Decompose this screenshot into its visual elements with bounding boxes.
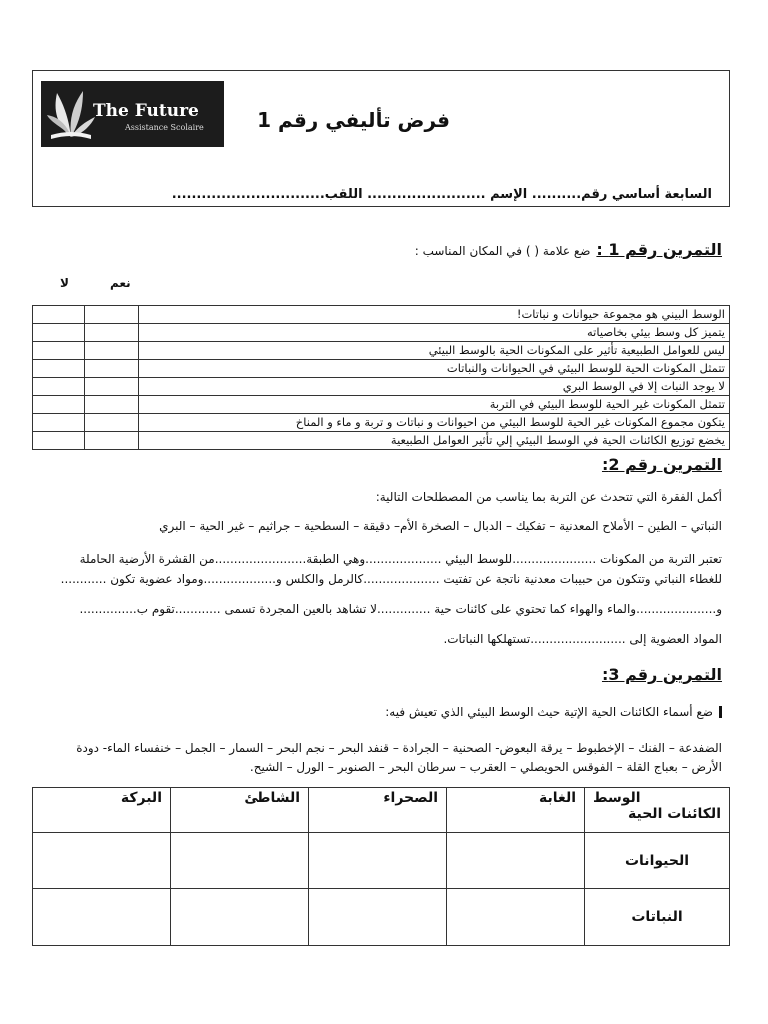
true-false-table (32, 305, 730, 450)
exercise-3-title: التمرين رقم 3: (601, 665, 722, 684)
no-cell[interactable] (33, 342, 85, 360)
paragraph-line: للغطاء النباتي وتتكون من حبيبات معدنية ناتجة عن تفتيت ....................كالرمل والكلس و...................ومواد عضوية تكون ............ (60, 572, 722, 586)
book-leaf-icon (47, 87, 95, 141)
statement: تتمثل المكونات غير الحية للوسط البيئي في التربة (139, 396, 730, 414)
no-cell[interactable] (33, 432, 85, 450)
column-header: الغابة (447, 788, 585, 833)
corner-bottom-label: الكائنات الحية (628, 806, 721, 822)
table-row (33, 396, 730, 414)
logo-name: The Future (93, 101, 199, 121)
row-label: النباتات (585, 889, 730, 946)
word-bank: النباتي – الطين – الأملاح المعدنية – تفكيك – الدبال – الصخرة الأم– دقيقة – السطحية – جراثيم – غير الحية – البري (159, 519, 722, 533)
exercise-1-title: التمرين رقم 1 : (596, 240, 722, 259)
column-header: الشاطئ (171, 788, 309, 833)
yes-cell[interactable] (85, 378, 139, 396)
organisms-list-line: الأرض – بعباج القلة – الفوقس الحويصلي – العقرب – سرطان البحر – الصنوبر – الورل – الشيح. (249, 760, 722, 774)
table-row (33, 414, 730, 432)
exercise-2-title: التمرين رقم 2: (601, 455, 722, 474)
answer-cell[interactable] (171, 833, 309, 889)
no-cell[interactable] (33, 324, 85, 342)
exercise-1-heading (415, 240, 722, 259)
statement: لا يوجد النبات إلا في الوسط البري (139, 378, 730, 396)
answer-cell[interactable] (309, 889, 447, 946)
logo-subtitle: Assistance Scolaire (125, 123, 204, 132)
no-cell[interactable] (33, 414, 85, 432)
yes-cell[interactable] (85, 396, 139, 414)
statement: تتمثل المكونات الحية للوسط البيئي في الحيوانات والنباتات (139, 360, 730, 378)
student-info-line: السابعة أساسي رقم.......... الإسم ........................ اللقب............................... (171, 187, 712, 202)
paragraph-line: و.....................والماء والهواء كما تحتوي على كائنات حية ..............لا تشاهد بالعين المجردة تسمى ............تقوم ب............... (79, 602, 722, 616)
corner-top-label: الوسط (593, 790, 641, 806)
no-cell[interactable] (33, 396, 85, 414)
answer-cell[interactable] (447, 889, 585, 946)
table-header-row (33, 788, 730, 833)
table-row (33, 306, 730, 324)
answer-cell[interactable] (33, 889, 171, 946)
organisms-list-line: الضفدعة – الفنك – الإخطبوط – يرقة البعوض- الصحنية – الجرادة – قنفد البحر – نجم البحر – السمار – الجمل – خنفساء الماء- دودة (76, 741, 722, 755)
habitat-table (32, 787, 730, 946)
column-header: البركة (33, 788, 171, 833)
answer-cell[interactable] (171, 889, 309, 946)
exercise-3-instruction-row (385, 705, 722, 719)
statement: يتكون مجموع المكونات غير الحية للوسط البيئي من احيوانات و نباتات و تربة و ماء و المناخ (139, 414, 730, 432)
paragraph-line: تعتبر التربة من المكونات ......................للوسط البيئي ....................وهي الطبقة........................من القشرة الأرضية الحاملة (79, 552, 722, 566)
table-row (33, 432, 730, 450)
statement: يخضع توزيع الكائنات الحية في الوسط البيئي إلي تأثير العوامل الطبيعية (139, 432, 730, 450)
no-cell[interactable] (33, 360, 85, 378)
answer-cell[interactable] (33, 833, 171, 889)
table-row (33, 833, 730, 889)
column-header: الصحراء (309, 788, 447, 833)
table-row (33, 378, 730, 396)
yes-cell[interactable] (85, 324, 139, 342)
bullet-bar-icon (719, 706, 722, 718)
column-no-label: لا (60, 276, 69, 290)
table-row (33, 324, 730, 342)
yes-cell[interactable] (85, 306, 139, 324)
table-row (33, 360, 730, 378)
answer-cell[interactable] (447, 833, 585, 889)
corner-header (585, 788, 730, 833)
table-row (33, 889, 730, 946)
yes-cell[interactable] (85, 414, 139, 432)
exercise-3-instruction: ضع أسماء الكائنات الحية الإتية حيث الوسط البيئي الذي تعيش فيه: (385, 705, 713, 719)
table-row (33, 342, 730, 360)
statement: يتميز كل وسط بيئي بخاصياته (139, 324, 730, 342)
no-cell[interactable] (33, 306, 85, 324)
page-title: فرض تأليفي رقم 1 (257, 108, 450, 132)
exercise-2-instruction: أكمل الفقرة التي تتحدث عن التربة بما يناسب من المصطلحات التالية: (375, 490, 722, 504)
answer-cell[interactable] (309, 833, 447, 889)
school-logo (41, 81, 224, 147)
row-label: الحيوانات (585, 833, 730, 889)
statement: الوسط البيني هو مجموعة حيوانات و نباتات! (139, 306, 730, 324)
paragraph-line: المواد العضوية إلى .........................تستهلكها النباتات. (443, 632, 722, 646)
yes-cell[interactable] (85, 432, 139, 450)
statement: ليس للعوامل الطبيعية تأثير على المكونات الحية بالوسط البيئي (139, 342, 730, 360)
no-cell[interactable] (33, 378, 85, 396)
yes-cell[interactable] (85, 360, 139, 378)
column-yes-label: نعم (110, 276, 131, 290)
yes-cell[interactable] (85, 342, 139, 360)
exercise-1-instruction: ضع علامة ( ) في المكان المناسب : (414, 244, 591, 258)
